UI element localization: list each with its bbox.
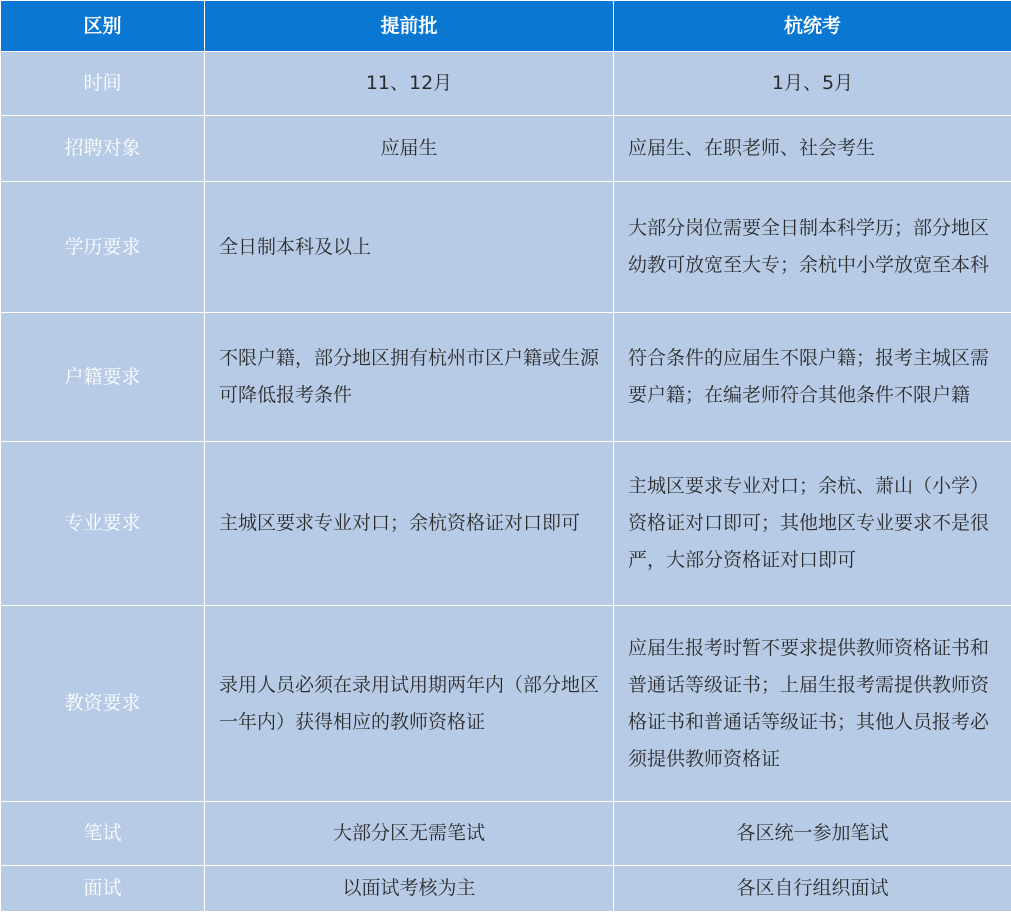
unified-exam-cell: 各区统一参加笔试 xyxy=(614,802,1011,866)
unified-exam-cell: 应届生、在职老师、社会考生 xyxy=(614,116,1011,182)
header-unified-exam: 杭统考 xyxy=(614,1,1011,52)
early-batch-cell: 主城区要求专业对口；余杭资格证对口即可 xyxy=(205,442,614,606)
unified-exam-cell: 大部分岗位需要全日制本科学历；部分地区幼教可放宽至大专；余杭中小学放宽至本科 xyxy=(614,182,1011,313)
early-batch-cell: 应届生 xyxy=(205,116,614,182)
row-label: 面试 xyxy=(1,866,205,912)
table-row xyxy=(1,802,1011,866)
early-batch-cell: 不限户籍，部分地区拥有杭州市区户籍或生源可降低报考条件 xyxy=(205,313,614,442)
table-header-row xyxy=(1,1,1011,52)
table-row xyxy=(1,442,1011,606)
table-row xyxy=(1,182,1011,313)
early-batch-cell: 以面试考核为主 xyxy=(205,866,614,912)
row-label: 招聘对象 xyxy=(1,116,205,182)
unified-exam-cell: 应届生报考时暂不要求提供教师资格证书和普通话等级证书；上届生报考需提供教师资格证书和普通话等级证书；其他人员报考必须提供教师资格证 xyxy=(614,606,1011,802)
table-row xyxy=(1,116,1011,182)
row-label: 教资要求 xyxy=(1,606,205,802)
early-batch-cell: 全日制本科及以上 xyxy=(205,182,614,313)
unified-exam-cell: 主城区要求专业对口；余杭、萧山（小学）资格证对口即可；其他地区专业要求不是很严，大部分资格证对口即可 xyxy=(614,442,1011,606)
unified-exam-cell: 符合条件的应届生不限户籍；报考主城区需要户籍；在编老师符合其他条件不限户籍 xyxy=(614,313,1011,442)
row-label: 户籍要求 xyxy=(1,313,205,442)
early-batch-cell: 大部分区无需笔试 xyxy=(205,802,614,866)
table-row xyxy=(1,606,1011,802)
unified-exam-cell: 各区自行组织面试 xyxy=(614,866,1011,912)
table-row xyxy=(1,52,1011,116)
row-label: 笔试 xyxy=(1,802,205,866)
row-label: 专业要求 xyxy=(1,442,205,606)
row-label: 学历要求 xyxy=(1,182,205,313)
header-category: 区别 xyxy=(1,1,205,52)
early-batch-cell: 录用人员必须在录用试用期两年内（部分地区一年内）获得相应的教师资格证 xyxy=(205,606,614,802)
row-label: 时间 xyxy=(1,52,205,116)
table-row xyxy=(1,866,1011,912)
table-row xyxy=(1,313,1011,442)
early-batch-cell: 11、12月 xyxy=(205,52,614,116)
unified-exam-cell: 1月、5月 xyxy=(614,52,1011,116)
header-early-batch: 提前批 xyxy=(205,1,614,52)
